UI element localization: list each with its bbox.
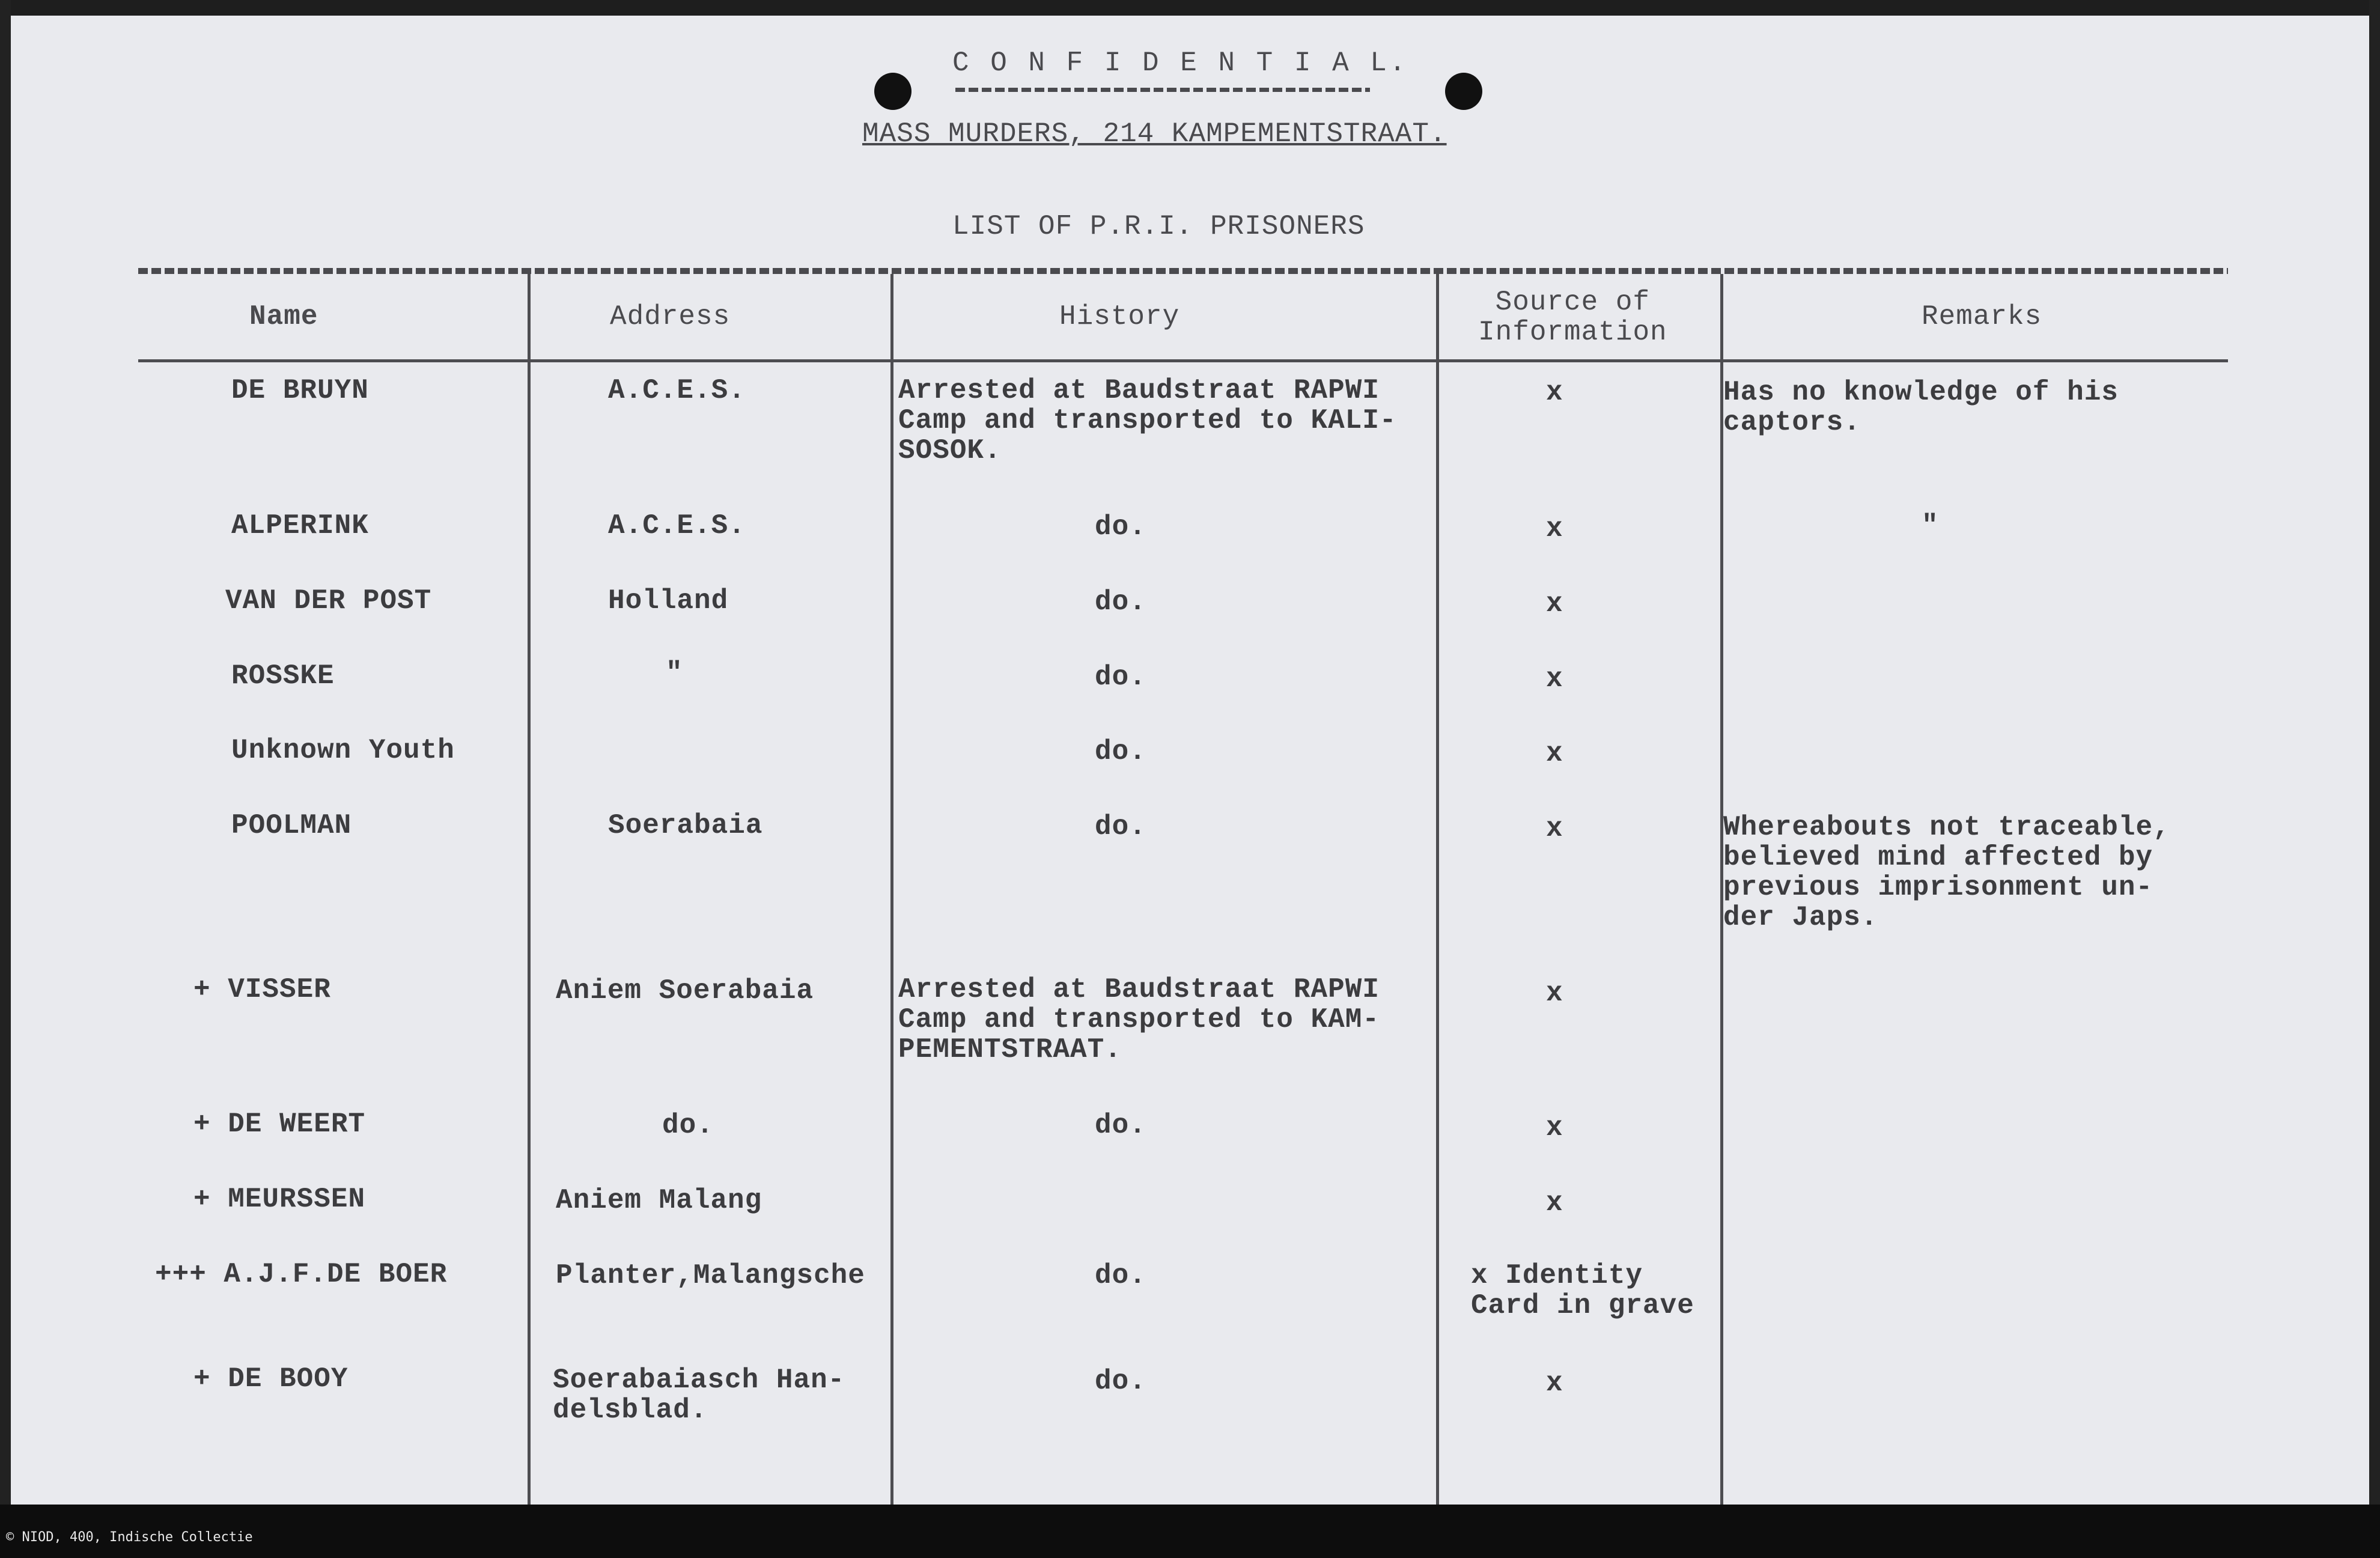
row-name: + DE BOOY: [193, 1363, 348, 1395]
row-address: ": [666, 657, 683, 689]
row-history: do.: [1095, 662, 1146, 693]
table-top-rule: [138, 268, 2228, 274]
row-name: + MEURSSEN: [193, 1184, 366, 1215]
column-header-name: Name: [249, 301, 318, 332]
row-name: DE BRUYN: [231, 375, 369, 406]
header-bottom-rule: [138, 359, 2228, 362]
row-address: A.C.E.S.: [608, 375, 746, 406]
row-history: do.: [1095, 811, 1146, 842]
row-source: x: [1546, 663, 1563, 695]
scan-border-top: [0, 0, 2380, 16]
column-header-source: Source of Information: [1478, 287, 1667, 348]
row-source: x: [1546, 377, 1563, 408]
row-address: Aniem Soerabaia: [556, 975, 814, 1006]
subject-heading: MASS MURDERS, 214 KAMPEMENTSTRAAT.: [862, 118, 1447, 150]
list-title: LIST OF P.R.I. PRISONERS: [952, 211, 1365, 242]
row-address: Planter,Malangsche: [556, 1260, 865, 1291]
row-source: x: [1546, 1187, 1563, 1219]
archive-credit: © NIOD, 400, Indische Collectie: [6, 1530, 253, 1545]
row-name: VAN DER POST: [225, 585, 432, 616]
row-history: do.: [1095, 511, 1146, 543]
row-source: x: [1546, 738, 1563, 769]
row-history: Arrested at Baudstraat RAPWI Camp and transported to KAM- PEMENTSTRAAT.: [898, 974, 1380, 1065]
row-address: A.C.E.S.: [608, 510, 746, 541]
row-source: x: [1546, 813, 1563, 844]
row-history: do.: [1095, 586, 1146, 618]
row-address: do.: [662, 1110, 714, 1141]
column-divider-1: [528, 274, 531, 1505]
row-history: do.: [1095, 1366, 1146, 1397]
column-divider-3: [1436, 274, 1439, 1505]
row-name: Unknown Youth: [231, 735, 455, 766]
row-name: ROSSKE: [231, 660, 335, 692]
row-history: do.: [1095, 1110, 1146, 1141]
archive-footer-bar: [0, 1505, 2380, 1558]
row-remarks: ": [1922, 510, 1939, 541]
row-source: x: [1546, 513, 1563, 544]
row-address: Soerabaia: [608, 810, 763, 841]
column-divider-2: [890, 274, 893, 1505]
row-address: Soerabaiasch Han- delsblad.: [553, 1365, 845, 1426]
row-address: Holland: [608, 585, 729, 616]
row-name: +++ A.J.F.DE BOER: [155, 1259, 448, 1290]
row-name: POOLMAN: [231, 810, 352, 841]
row-name: ALPERINK: [231, 510, 369, 541]
scan-border-right: [2369, 0, 2380, 1558]
column-header-remarks: Remarks: [1922, 301, 2042, 332]
row-source: x: [1546, 1368, 1563, 1399]
row-source: x Identity Card in grave: [1471, 1260, 1694, 1321]
row-remarks: Whereabouts not traceable, believed mind affected by previous imprisonment un- der Japs.: [1723, 812, 2170, 933]
column-header-history: History: [1059, 301, 1180, 332]
classification-underline: [955, 88, 1370, 92]
row-address: Aniem Malang: [556, 1185, 762, 1216]
scan-border-left: [0, 0, 11, 1558]
classification-heading: C O N F I D E N T I A L.: [952, 47, 1408, 79]
row-name: + VISSER: [193, 974, 331, 1005]
punch-hole-right: [1445, 73, 1482, 110]
row-history: do.: [1095, 736, 1146, 767]
punch-hole-left: [874, 73, 912, 110]
row-history: Arrested at Baudstraat RAPWI Camp and transported to KALI- SOSOK.: [898, 375, 1397, 466]
row-name: + DE WEERT: [193, 1109, 366, 1140]
row-source: x: [1546, 588, 1563, 619]
row-remarks: Has no knowledge of his captors.: [1723, 377, 2119, 438]
row-source: x: [1546, 1112, 1563, 1143]
row-source: x: [1546, 978, 1563, 1009]
column-header-address: Address: [610, 301, 731, 332]
row-history: do.: [1095, 1260, 1146, 1291]
